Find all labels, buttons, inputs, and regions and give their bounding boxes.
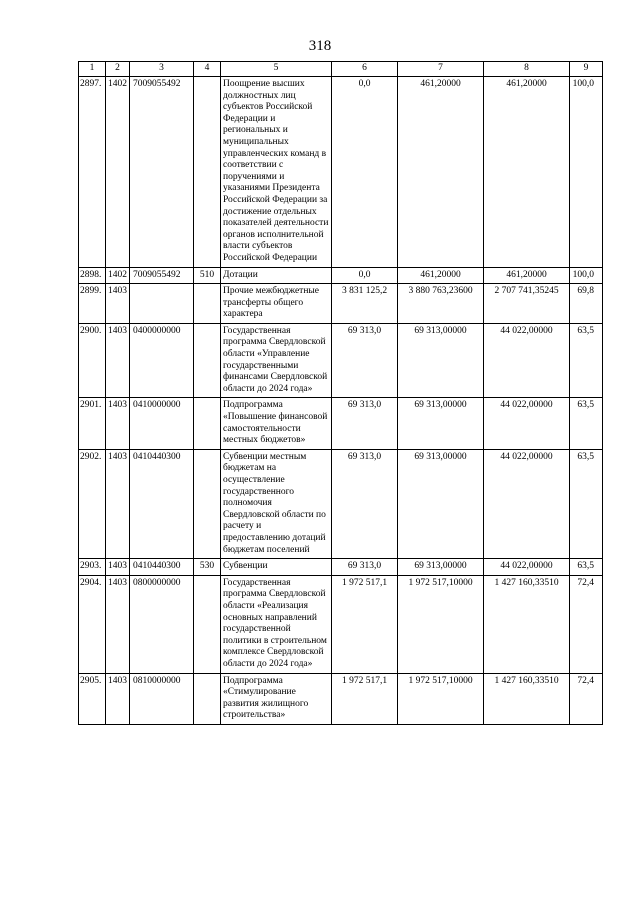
- executed-amount-cell: 1 427 160,33510: [484, 673, 570, 724]
- expense-type-cell: [194, 77, 221, 268]
- section-code-cell: 1403: [106, 559, 130, 576]
- revised-amount-cell: 69 313,00000: [398, 449, 484, 558]
- section-code-cell: 1403: [106, 673, 130, 724]
- target-code-cell: [130, 284, 194, 324]
- expense-type-cell: [194, 398, 221, 449]
- target-code-cell: 0410440300: [130, 559, 194, 576]
- expense-type-cell: [194, 575, 221, 673]
- row-number-cell: 2902.: [79, 449, 106, 558]
- table-row: [79, 575, 603, 673]
- revised-amount-cell: 69 313,00000: [398, 398, 484, 449]
- percent-cell: 69,8: [570, 284, 603, 324]
- target-code-cell: 0400000000: [130, 323, 194, 398]
- table-row: [79, 673, 603, 724]
- item-name-cell: Подпрограмма «Повышение финансовой самостоятельности местных бюджетов»: [221, 398, 332, 449]
- approved-amount-cell: 0,0: [332, 77, 398, 268]
- column-header: 7: [398, 62, 484, 77]
- item-name-cell: Прочие межбюджетные трансферты общего характера: [221, 284, 332, 324]
- expense-type-cell: 530: [194, 559, 221, 576]
- revised-amount-cell: 3 880 763,23600: [398, 284, 484, 324]
- revised-amount-cell: 69 313,00000: [398, 559, 484, 576]
- table-header-row: [79, 62, 603, 77]
- item-name-cell: Субвенции местным бюджетам на осуществление государственного полномочия Свердловской области по расчету и предоставлению дотаций бюджетам поселений: [221, 449, 332, 558]
- expense-type-cell: [194, 673, 221, 724]
- percent-cell: 63,5: [570, 323, 603, 398]
- target-code-cell: 0810000000: [130, 673, 194, 724]
- table-row: [79, 267, 603, 284]
- column-header: 4: [194, 62, 221, 77]
- approved-amount-cell: 3 831 125,2: [332, 284, 398, 324]
- column-header: 9: [570, 62, 603, 77]
- executed-amount-cell: 1 427 160,33510: [484, 575, 570, 673]
- target-code-cell: 0410000000: [130, 398, 194, 449]
- executed-amount-cell: 461,20000: [484, 77, 570, 268]
- percent-cell: 63,5: [570, 398, 603, 449]
- expense-type-cell: [194, 323, 221, 398]
- table-row: [79, 77, 603, 268]
- section-code-cell: 1403: [106, 398, 130, 449]
- row-number-cell: 2897.: [79, 77, 106, 268]
- revised-amount-cell: 461,20000: [398, 267, 484, 284]
- budget-table: [78, 61, 603, 725]
- section-code-cell: 1403: [106, 449, 130, 558]
- page-number: 318: [308, 38, 332, 54]
- row-number-cell: 2900.: [79, 323, 106, 398]
- item-name-cell: Подпрограмма «Стимулирование развития жилищного строительства»: [221, 673, 332, 724]
- target-code-cell: 0800000000: [130, 575, 194, 673]
- expense-type-cell: 510: [194, 267, 221, 284]
- table-row: [79, 284, 603, 324]
- expense-type-cell: [194, 284, 221, 324]
- column-header: 3: [130, 62, 194, 77]
- item-name-cell: Государственная программа Свердловской области «Реализация основных направлений государственной политики в строительном комплексе Свердловской области до 2024 года»: [221, 575, 332, 673]
- table-row: [79, 323, 603, 398]
- approved-amount-cell: 1 972 517,1: [332, 673, 398, 724]
- approved-amount-cell: 1 972 517,1: [332, 575, 398, 673]
- target-code-cell: 7009055492: [130, 267, 194, 284]
- approved-amount-cell: 0,0: [332, 267, 398, 284]
- executed-amount-cell: 44 022,00000: [484, 323, 570, 398]
- percent-cell: 63,5: [570, 559, 603, 576]
- expense-type-cell: [194, 449, 221, 558]
- item-name-cell: Государственная программа Свердловской области «Управление государственными финансами Свердловской области до 2024 года»: [221, 323, 332, 398]
- table-row: [79, 559, 603, 576]
- section-code-cell: 1403: [106, 284, 130, 324]
- target-code-cell: 7009055492: [130, 77, 194, 268]
- item-name-cell: Поощрение высших должностных лиц субъектов Российской Федерации и региональных и муниципальных управленческих команд в соответствии с поручениями и указаниями Президента Российской Федерации за достижение отдельных показателей деятельности органов исполнительной власти субъектов Российской Федерации: [221, 77, 332, 268]
- column-header: 5: [221, 62, 332, 77]
- row-number-cell: 2899.: [79, 284, 106, 324]
- executed-amount-cell: 44 022,00000: [484, 559, 570, 576]
- section-code-cell: 1402: [106, 267, 130, 284]
- item-name-cell: Дотации: [221, 267, 332, 284]
- percent-cell: 100,0: [570, 267, 603, 284]
- approved-amount-cell: 69 313,0: [332, 323, 398, 398]
- approved-amount-cell: 69 313,0: [332, 398, 398, 449]
- row-number-cell: 2901.: [79, 398, 106, 449]
- revised-amount-cell: 69 313,00000: [398, 323, 484, 398]
- executed-amount-cell: 44 022,00000: [484, 449, 570, 558]
- percent-cell: 100,0: [570, 77, 603, 268]
- approved-amount-cell: 69 313,0: [332, 449, 398, 558]
- revised-amount-cell: 1 972 517,10000: [398, 575, 484, 673]
- section-code-cell: 1403: [106, 323, 130, 398]
- item-name-cell: Субвенции: [221, 559, 332, 576]
- revised-amount-cell: 461,20000: [398, 77, 484, 268]
- executed-amount-cell: 44 022,00000: [484, 398, 570, 449]
- row-number-cell: 2904.: [79, 575, 106, 673]
- section-code-cell: 1402: [106, 77, 130, 268]
- column-header: 2: [106, 62, 130, 77]
- column-header: 1: [79, 62, 106, 77]
- executed-amount-cell: 2 707 741,35245: [484, 284, 570, 324]
- approved-amount-cell: 69 313,0: [332, 559, 398, 576]
- row-number-cell: 2903.: [79, 559, 106, 576]
- table-row: [79, 449, 603, 558]
- percent-cell: 72,4: [570, 673, 603, 724]
- revised-amount-cell: 1 972 517,10000: [398, 673, 484, 724]
- row-number-cell: 2905.: [79, 673, 106, 724]
- executed-amount-cell: 461,20000: [484, 267, 570, 284]
- table-row: [79, 398, 603, 449]
- column-header: 6: [332, 62, 398, 77]
- row-number-cell: 2898.: [79, 267, 106, 284]
- percent-cell: 63,5: [570, 449, 603, 558]
- column-header: 8: [484, 62, 570, 77]
- percent-cell: 72,4: [570, 575, 603, 673]
- target-code-cell: 0410440300: [130, 449, 194, 558]
- section-code-cell: 1403: [106, 575, 130, 673]
